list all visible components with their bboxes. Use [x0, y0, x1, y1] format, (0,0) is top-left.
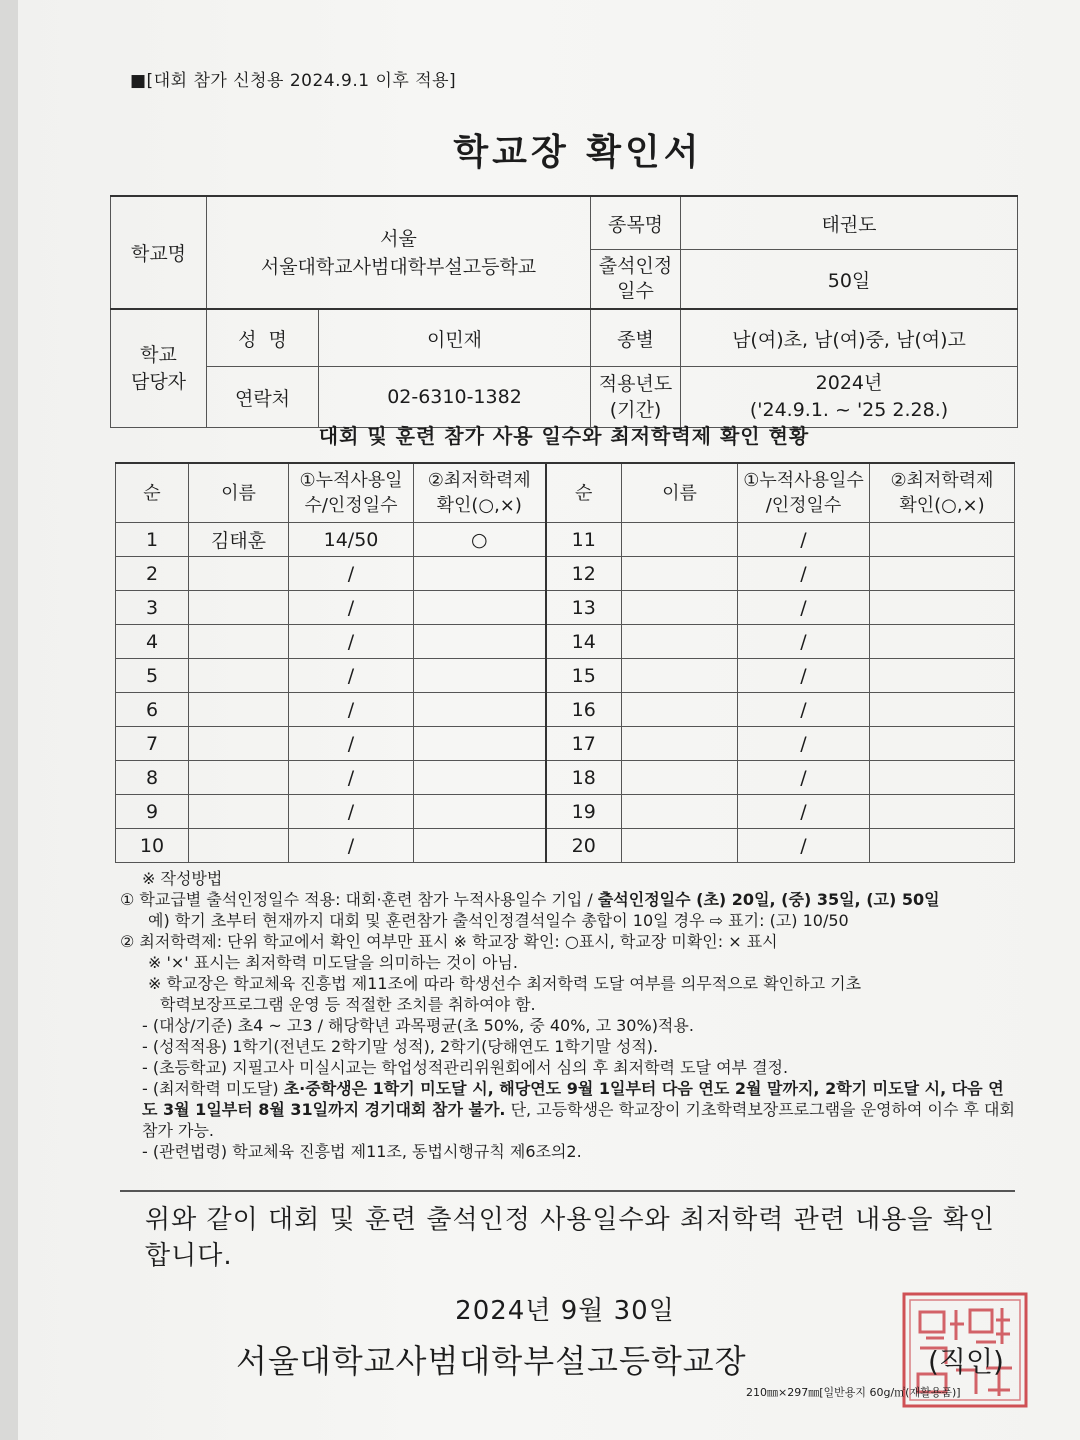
table-row — [116, 795, 1015, 829]
note-2: ② 최저학력제: 단위 학교에서 확인 여부만 표시 ※ 학교장 확인: ○표시, 학교장 미확인: × 표시 — [120, 932, 778, 951]
row-academic-right — [870, 523, 1015, 557]
table-row — [116, 829, 1015, 863]
period-year: 2024년 — [815, 372, 883, 394]
school-info-table — [110, 195, 1018, 428]
table-row — [116, 523, 1015, 557]
seal-label: (직인) — [928, 1345, 1004, 1378]
col-header-academic: ②최저학력제 확인(○,×) — [414, 463, 546, 523]
col-header-days: ①누적사용일 수/인정일수 — [289, 463, 414, 523]
row-name-right — [622, 591, 738, 625]
row-no: 6 — [116, 693, 189, 727]
row-days: / — [289, 761, 414, 795]
col-header-name-right: 이름 — [622, 463, 738, 523]
sport-value: 태권도 — [681, 196, 1018, 250]
divider — [120, 1190, 1015, 1192]
confirmation-text: 위와 같이 대회 및 훈련 출석인정 사용일수와 최저학력 관련 내용을 확인합니다. — [145, 1205, 996, 1271]
notes-heading: ※ 작성방법 — [142, 869, 223, 888]
participation-table — [115, 462, 1015, 863]
row-no: 3 — [116, 591, 189, 625]
row-no-right: 15 — [546, 659, 622, 693]
col-header-academic-right: ②최저학력제 확인(○,×) — [870, 463, 1015, 523]
row-days-right: / — [738, 659, 870, 693]
row-no: 1 — [116, 523, 189, 557]
row-days-right: / — [738, 795, 870, 829]
table-row — [116, 591, 1015, 625]
gender-label: 종별 — [591, 309, 681, 367]
row-days-right: / — [738, 761, 870, 795]
detail-4: - (최저학력 미도달) 초·중학생은 1학기 미도달 시, 해당연도 9월 1일부터 다음 연도 2월 말까지, 2학기 미도달 시, 다음 연도 3월 1일부터 8월 31일까지 경기대회 참가 불가. 단, 고등학생은 학교장이 기초학력보장프로그램을 운영하여 이수 후 대회 참가 가능. — [142, 1079, 1015, 1140]
row-academic — [414, 591, 546, 625]
row-name — [189, 761, 289, 795]
table-header-row — [116, 463, 1015, 523]
row-name — [189, 795, 289, 829]
period-range: ('24.9.1. ~ '25 2.28.) — [749, 399, 949, 421]
note-1: ① 학교급별 출석인정일수 적용: 대회·훈련 참가 누적사용일수 기입 / 출석인정일수 (초) 20일, (중) 35일, (고) 50일 — [120, 890, 940, 909]
detail-1: - (대상/기준) 초4 ~ 고3 / 해당학년 과목평균(초 50%, 중 40%, 고 30%)적용. — [142, 1016, 694, 1035]
row-name — [189, 829, 289, 863]
row-no-right: 16 — [546, 693, 622, 727]
gender-value: 남(여)초, 남(여)중, 남(여)고 — [681, 309, 1018, 367]
col-header-no-right: 순 — [546, 463, 622, 523]
contact-label: 연락처 — [207, 367, 319, 428]
paper-spec: 210㎜×297㎜[일반용지 60g/㎡(재활용품)] — [746, 1386, 961, 1399]
row-no-right: 14 — [546, 625, 622, 659]
row-name — [189, 625, 289, 659]
row-days-right: / — [738, 625, 870, 659]
row-name — [189, 557, 289, 591]
manager-label: 학교 담당자 — [111, 309, 207, 428]
row-academic-right — [870, 761, 1015, 795]
row-days: / — [289, 659, 414, 693]
row-name-right — [622, 659, 738, 693]
row-days: / — [289, 727, 414, 761]
row-academic-right — [870, 659, 1015, 693]
row-academic-right — [870, 625, 1015, 659]
row-days: 14/50 — [289, 523, 414, 557]
row-no-right: 12 — [546, 557, 622, 591]
row-days-right: / — [738, 523, 870, 557]
note-3: ※ '×' 표시는 최저학력 미도달을 의미하는 것이 아님. — [148, 953, 518, 972]
table-row — [116, 557, 1015, 591]
section-title: 대회 및 훈련 참가 사용 일수와 최저학력제 확인 현황 — [318, 424, 810, 448]
row-academic-right — [870, 693, 1015, 727]
contact-value: 02-6310-1382 — [319, 367, 591, 428]
row-academic — [414, 625, 546, 659]
table-row — [116, 659, 1015, 693]
row-no: 4 — [116, 625, 189, 659]
issue-date: 2024년 9월 30일 — [455, 1296, 675, 1326]
row-no: 7 — [116, 727, 189, 761]
instructions — [120, 868, 1015, 1162]
table-row — [116, 625, 1015, 659]
row-academic — [414, 727, 546, 761]
col-header-name: 이름 — [189, 463, 289, 523]
period-value — [681, 367, 1018, 428]
row-name: 김태훈 — [189, 523, 289, 557]
row-name — [189, 591, 289, 625]
row-academic — [414, 557, 546, 591]
row-no-right: 13 — [546, 591, 622, 625]
row-no-right: 19 — [546, 795, 622, 829]
school-name: 서울대학교사범대학부설고등학교 — [260, 255, 537, 278]
row-academic — [414, 795, 546, 829]
row-academic — [414, 761, 546, 795]
row-no: 2 — [116, 557, 189, 591]
attendance-label: 출석인정 일수 — [591, 250, 681, 310]
row-name-right — [622, 557, 738, 591]
row-academic — [414, 659, 546, 693]
row-name-right — [622, 523, 738, 557]
row-academic-right — [870, 795, 1015, 829]
row-academic-right — [870, 829, 1015, 863]
row-name-right — [622, 829, 738, 863]
detail-2: - (성적적용) 1학기(전년도 2학기말 성적), 2학기(당해연도 1학기말 성적). — [142, 1037, 659, 1056]
row-name-right — [622, 761, 738, 795]
col-header-no: 순 — [116, 463, 189, 523]
row-days-right: / — [738, 557, 870, 591]
table-row — [116, 761, 1015, 795]
row-days-right: / — [738, 693, 870, 727]
row-days: / — [289, 693, 414, 727]
row-name — [189, 727, 289, 761]
manager-name: 이민재 — [319, 309, 591, 367]
row-days: / — [289, 591, 414, 625]
attendance-value: 50일 — [681, 250, 1018, 310]
row-academic-right — [870, 727, 1015, 761]
row-days-right: / — [738, 591, 870, 625]
col-header-days-right: ①누적사용일수 /인정일수 — [738, 463, 870, 523]
school-region: 서울 — [380, 227, 417, 250]
name-label: 성 명 — [207, 309, 319, 367]
note-4: ※ 학교장은 학교체육 진흥법 제11조에 따라 학생선수 최저학력 도달 여부를 의무적으로 확인하고 기초 — [148, 974, 862, 993]
row-no-right: 11 — [546, 523, 622, 557]
row-name-right — [622, 693, 738, 727]
header-note: ■[대회 참가 신청용 2024.9.1 이후 적용] — [130, 71, 457, 91]
row-name-right — [622, 795, 738, 829]
row-no: 10 — [116, 829, 189, 863]
school-label: 학교명 — [111, 196, 207, 309]
row-no-right: 17 — [546, 727, 622, 761]
row-days-right: / — [738, 829, 870, 863]
row-academic — [414, 693, 546, 727]
row-academic-right — [870, 557, 1015, 591]
period-label: 적용년도 (기간) — [591, 367, 681, 428]
detail-3: - (초등학교) 지필고사 미실시교는 학업성적관리위원회에서 심의 후 최저학력 도달 여부 결정. — [142, 1058, 789, 1077]
row-days: / — [289, 625, 414, 659]
row-academic-right — [870, 591, 1015, 625]
row-days: / — [289, 829, 414, 863]
row-no: 8 — [116, 761, 189, 795]
row-days: / — [289, 557, 414, 591]
row-academic — [414, 829, 546, 863]
principal-title: 서울대학교사범대학부설고등학교장 — [236, 1342, 747, 1380]
row-no-right: 20 — [546, 829, 622, 863]
row-days-right: / — [738, 727, 870, 761]
note-4-cont: 학력보장프로그램 운영 등 적절한 조치를 취하여야 함. — [160, 995, 536, 1014]
row-no: 5 — [116, 659, 189, 693]
row-no: 9 — [116, 795, 189, 829]
school-name-cell — [207, 196, 591, 309]
table-row — [116, 693, 1015, 727]
note-1-example: 예) 학기 초부터 현재까지 대회 및 훈련참가 출석인정결석일수 총합이 10일 경우 ⇨ 표기: (고) 10/50 — [148, 911, 849, 930]
page-title: 학교장 확인서 — [453, 132, 703, 173]
detail-5: - (관련법령) 학교체육 진흥법 제11조, 동법시행규칙 제6조의2. — [142, 1142, 582, 1161]
row-name — [189, 659, 289, 693]
sport-label: 종목명 — [591, 196, 681, 250]
row-academic: ○ — [414, 523, 546, 557]
table-row — [116, 727, 1015, 761]
row-name-right — [622, 727, 738, 761]
row-days: / — [289, 795, 414, 829]
row-no-right: 18 — [546, 761, 622, 795]
row-name-right — [622, 625, 738, 659]
row-name — [189, 693, 289, 727]
